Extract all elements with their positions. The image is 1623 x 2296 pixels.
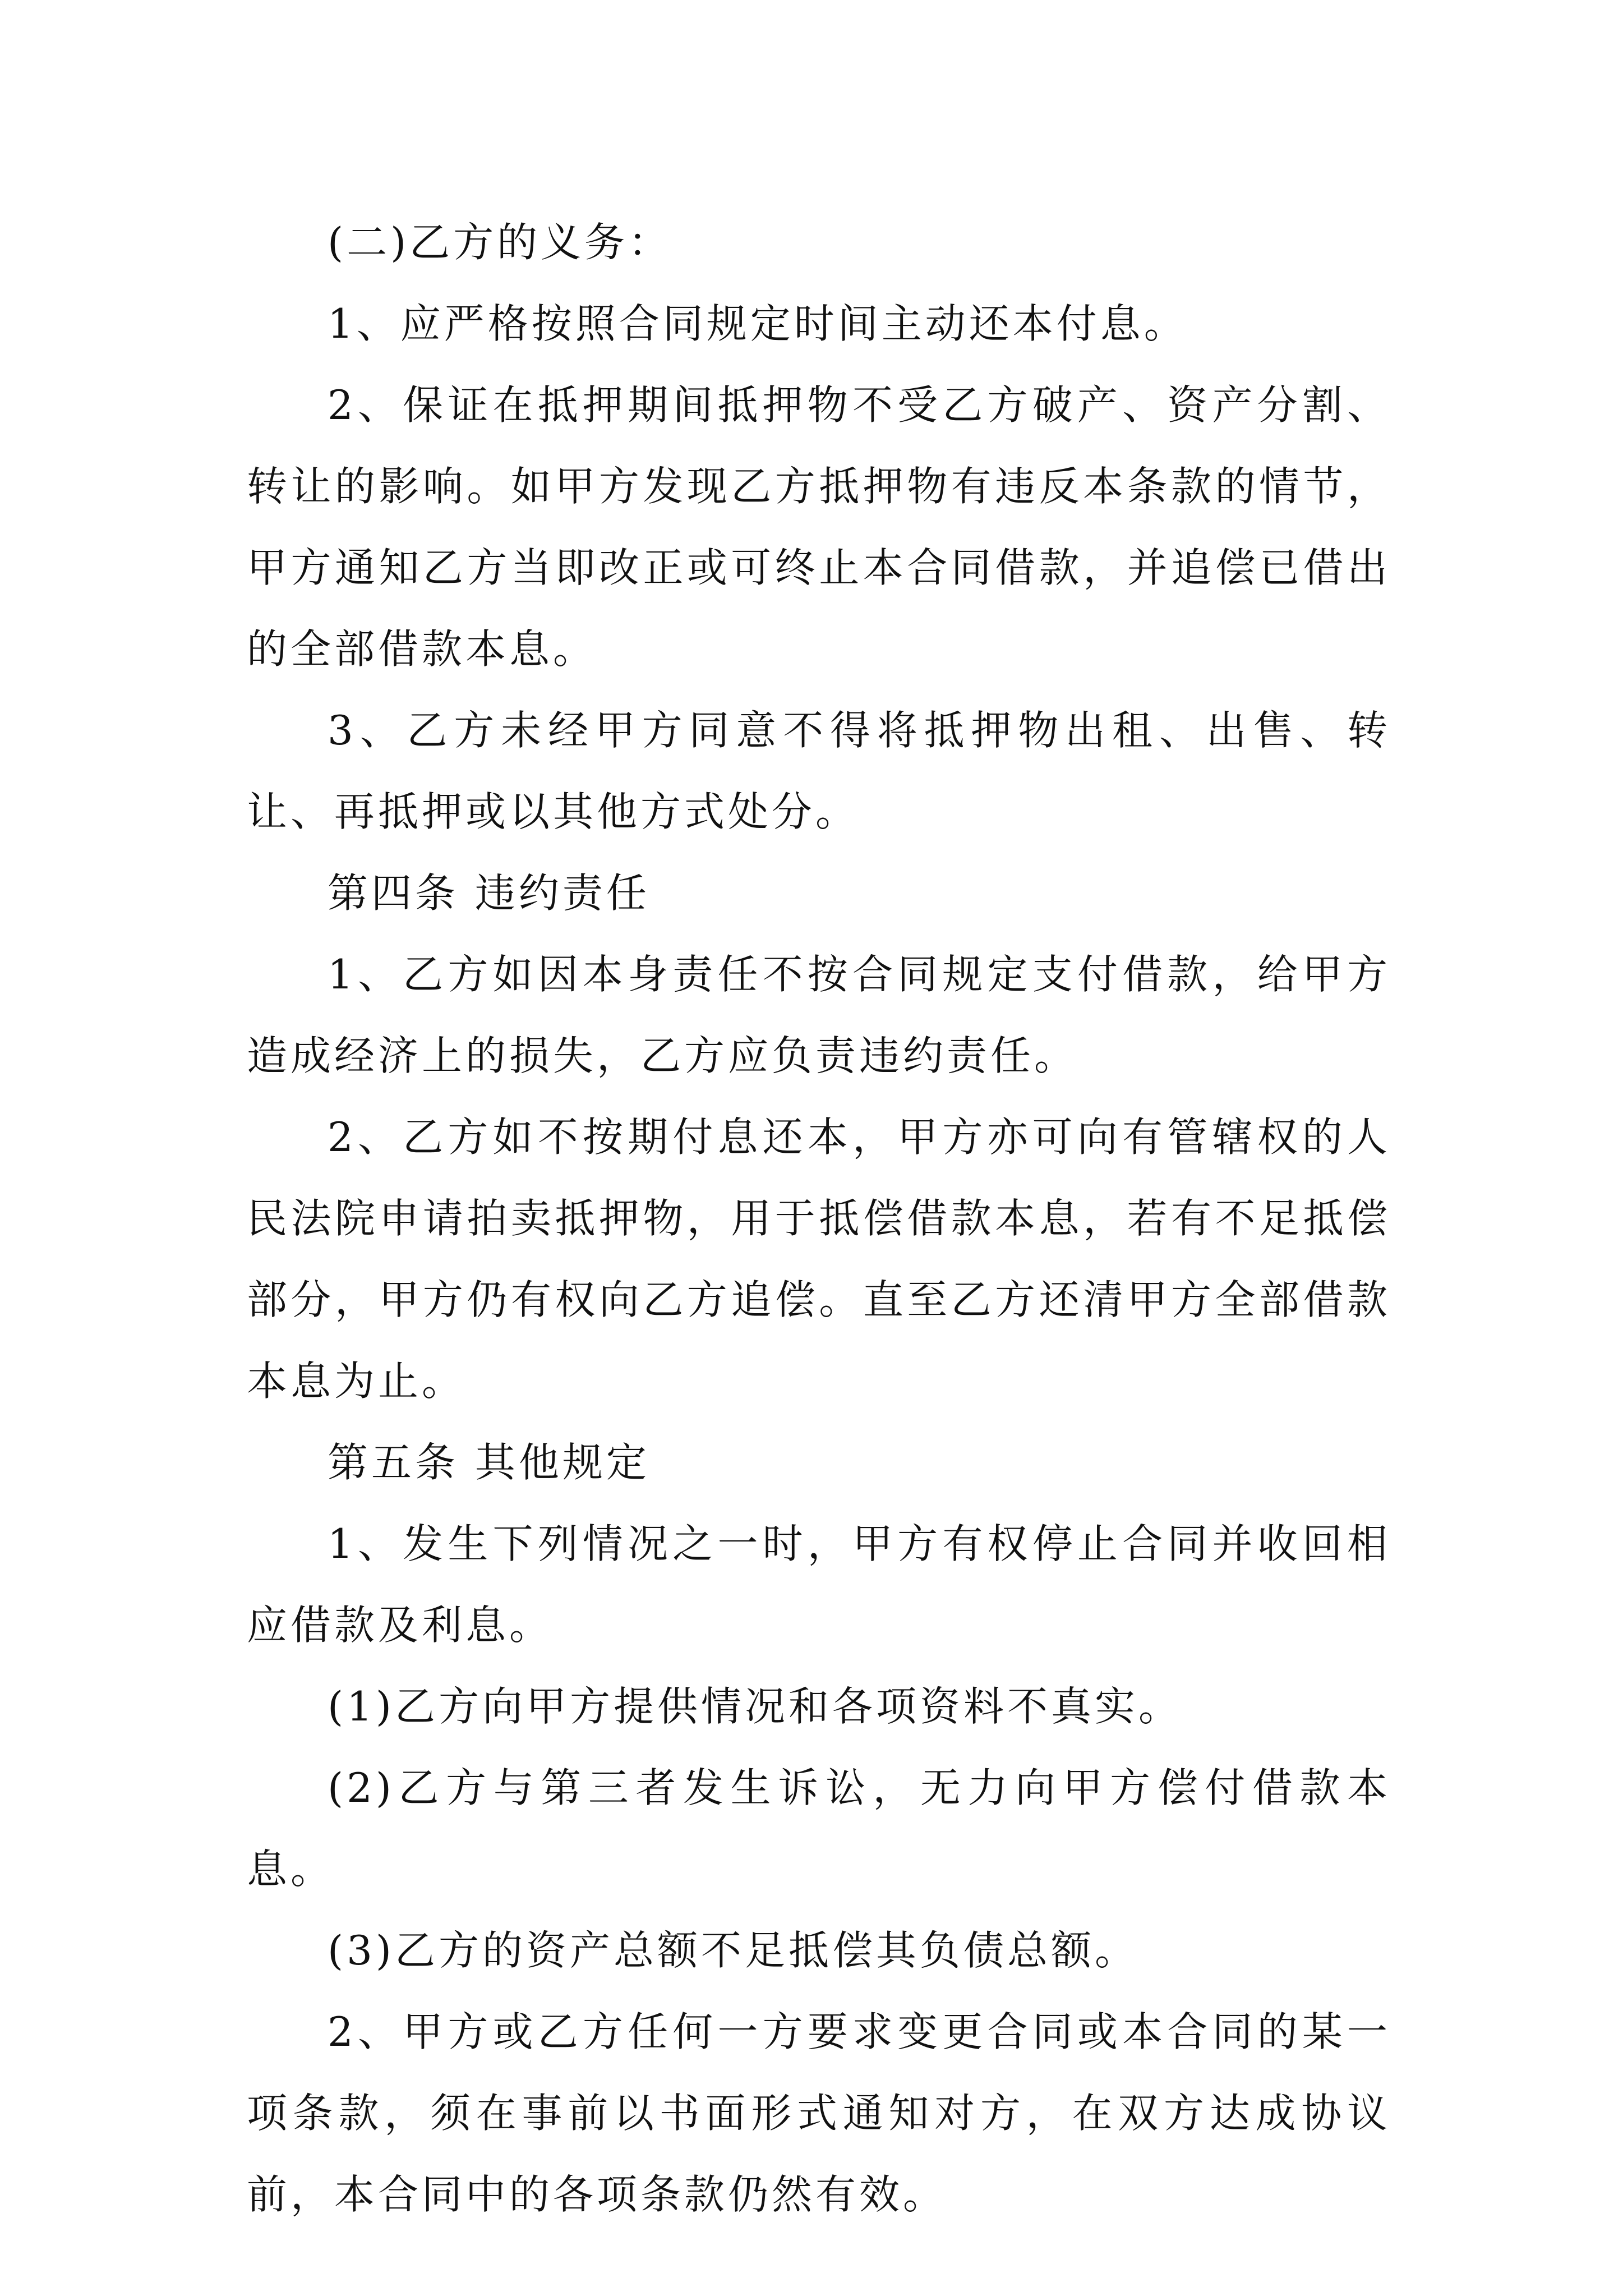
paragraph-other-1: 1、发生下列情况之一时，甲方有权停止合同并收回相应借款及利息。 bbox=[247, 1520, 1391, 1649]
article-4-heading: 第四条 违约责任 bbox=[328, 869, 650, 917]
paragraph-other-1-item-2: (2)乙方与第三者发生诉讼，无力向甲方偿付借款本息。 bbox=[247, 1764, 1391, 1893]
paragraph-obligations-heading: (二)乙方的义务： bbox=[328, 219, 672, 266]
paragraph-liability-1: 1、乙方如因本身责任不按合同规定支付借款，给甲方造成经济上的损失，乙方应负责违约责任。 bbox=[247, 951, 1391, 1079]
paragraph-obligation-1: 1、应严格按照合同规定时间主动还本付息。 bbox=[328, 300, 1188, 347]
paragraph-other-1-item-3: (3)乙方的资产总额不足抵偿其负债总额。 bbox=[328, 1927, 1138, 1974]
paragraph-liability-2: 2、乙方如不按期付息还本，甲方亦可向有管辖权的人民法院申请拍卖抵押物，用于抵偿借款本息，若有不足抵偿部分，甲方仍有权向乙方追偿。直至乙方还清甲方全部借款本息为止。 bbox=[247, 1114, 1391, 1405]
document-body bbox=[247, 202, 1391, 2235]
paragraph-obligation-2: 2、保证在抵押期间抵押物不受乙方破产、资产分割、转让的影响。如甲方发现乙方抵押物有违反本条款的情节，甲方通知乙方当即改正或可终止本合同借款，并追偿已借出的全部借款本息。 bbox=[247, 381, 1391, 673]
paragraph-other-1-item-1: (1)乙方向甲方提供情况和各项资料不真实。 bbox=[328, 1683, 1182, 1730]
paragraph-obligation-3: 3、乙方未经甲方同意不得将抵押物出租、出售、转让、再抵押或以其他方式处分。 bbox=[247, 707, 1391, 835]
paragraph-other-2: 2、甲方或乙方任何一方要求变更合同或本合同的某一项条款，须在事前以书面形式通知对方，在双方达成协议前，本合同中的各项条款仍然有效。 bbox=[247, 2008, 1391, 2218]
article-5-heading: 第五条 其他规定 bbox=[328, 1439, 650, 1486]
